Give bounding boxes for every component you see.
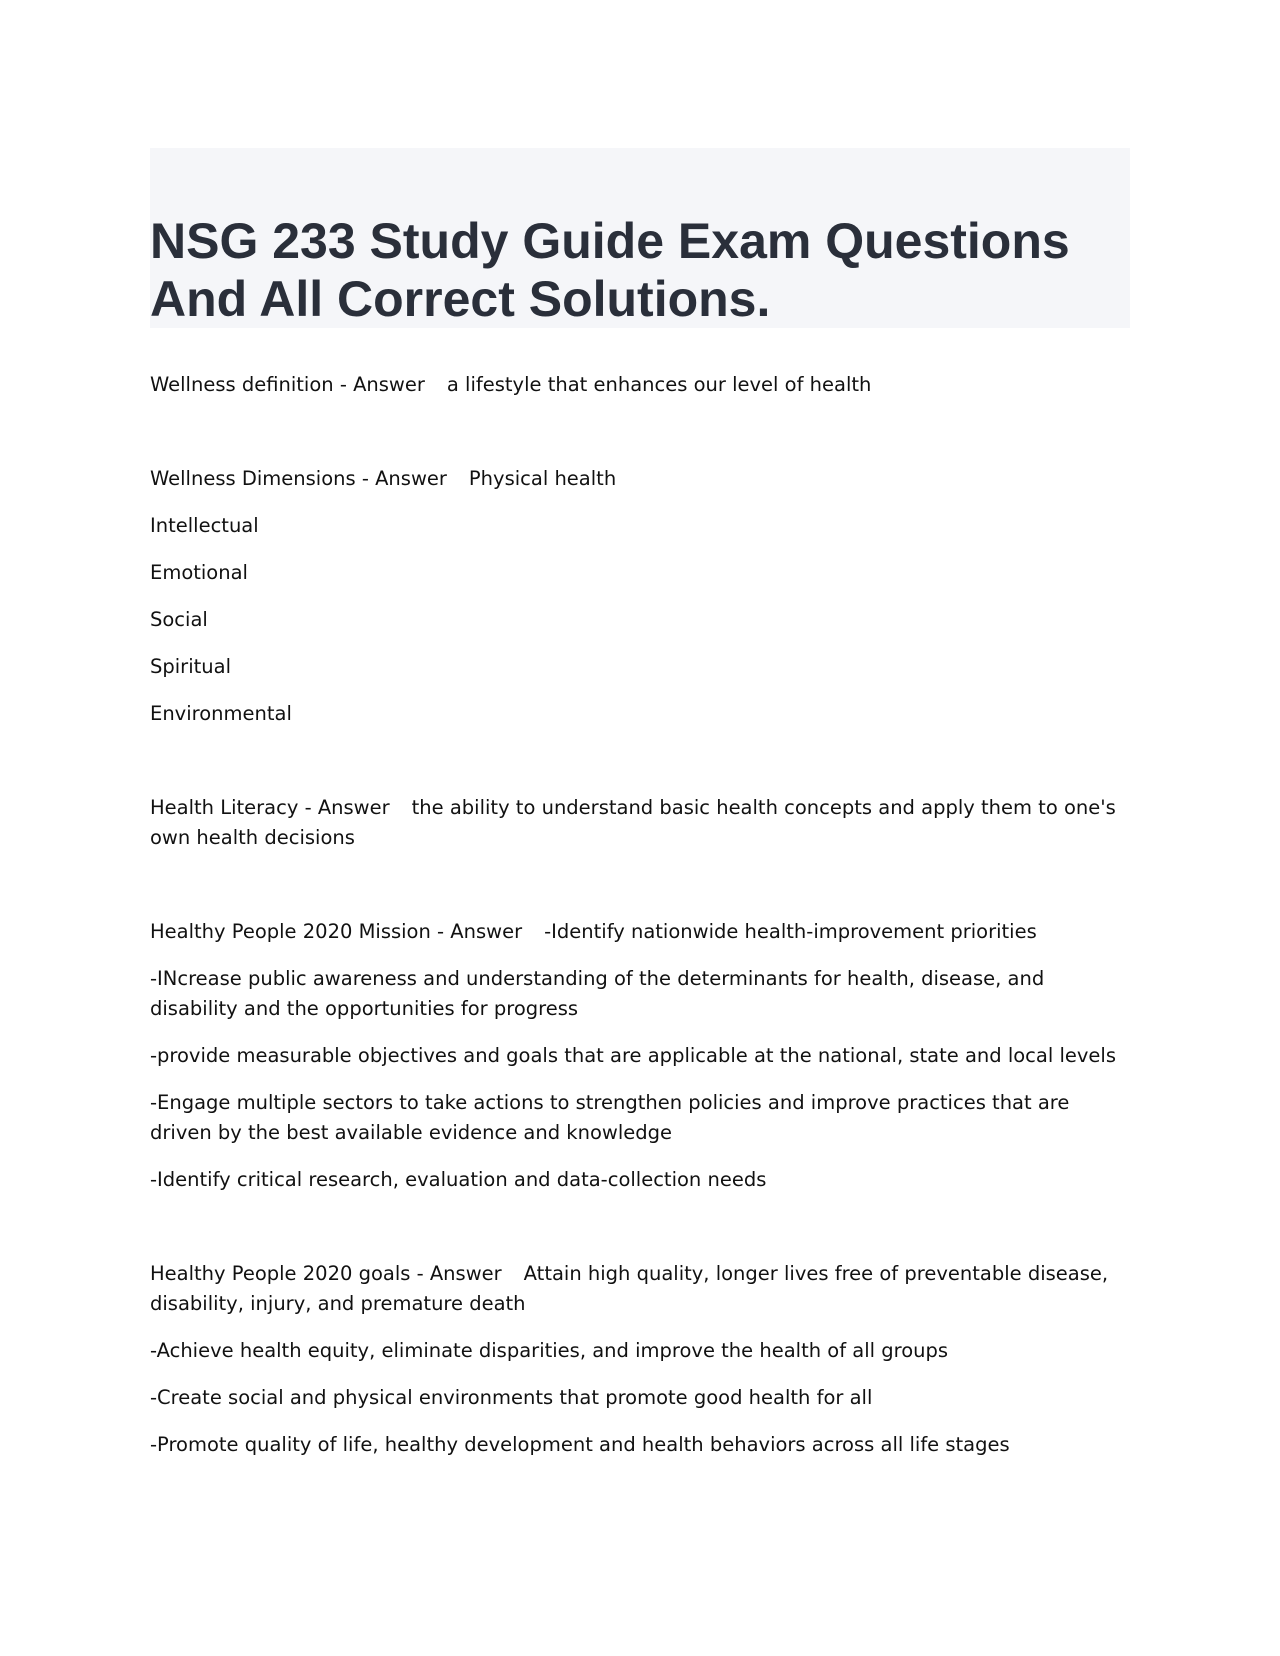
document-title	[150, 212, 1070, 328]
qa-item-health-literacy	[150, 793, 1130, 853]
answer-line: -Promote quality of life, healthy development and health behaviors across all life stages	[150, 1433, 1010, 1456]
qa-item-wellness-dimensions	[150, 464, 1130, 494]
answer-line: -Create social and physical environments that promote good health for all	[150, 1386, 873, 1409]
question-text: Wellness definition - Answer	[150, 373, 425, 396]
answer-text: Physical health	[468, 467, 617, 490]
answer-line: -Identify critical research, evaluation and data-collection needs	[150, 1168, 767, 1191]
question-text: Healthy People 2020 goals - Answer	[150, 1262, 502, 1285]
title-line-2: And All Correct Solutions.	[150, 271, 771, 327]
document-body	[150, 370, 1130, 1460]
answer-line: Social	[150, 608, 208, 631]
document-page	[150, 148, 1130, 1477]
answer-line: Environmental	[150, 702, 292, 725]
answer-line: -provide measurable objectives and goals that are applicable at the national, state and local levels	[150, 1044, 1117, 1067]
title-line-1: NSG 233 Study Guide Exam Questions	[150, 213, 1070, 269]
qa-item-healthy-people-mission	[150, 917, 1130, 947]
answer-line: -INcrease public awareness and understanding of the determinants for health, disease, and disability and the opportunities for progress	[150, 967, 1045, 1020]
title-band	[150, 148, 1130, 328]
question-text: Wellness Dimensions - Answer	[150, 467, 447, 490]
answer-line: Intellectual	[150, 514, 259, 537]
qa-item-wellness-definition	[150, 370, 1130, 400]
answer-line: Emotional	[150, 561, 248, 584]
answer-text: the ability to understand basic health concepts and apply them to one's own health decisions	[150, 796, 1116, 849]
answer-text: -Identify nationwide health-improvement priorities	[544, 920, 1037, 943]
question-text: Healthy People 2020 Mission - Answer	[150, 920, 523, 943]
answer-line: -Achieve health equity, eliminate disparities, and improve the health of all groups	[150, 1339, 949, 1362]
answer-line: -Engage multiple sectors to take actions to strengthen policies and improve practices that are driven by the best available evidence and knowledge	[150, 1091, 1070, 1144]
question-text: Health Literacy - Answer	[150, 796, 390, 819]
qa-item-healthy-people-goals	[150, 1259, 1130, 1319]
answer-line: Spiritual	[150, 655, 231, 678]
answer-text: Attain high quality, longer lives free of preventable disease, disability, injury, and premature death	[150, 1262, 1109, 1315]
answer-text: a lifestyle that enhances our level of health	[446, 373, 872, 396]
